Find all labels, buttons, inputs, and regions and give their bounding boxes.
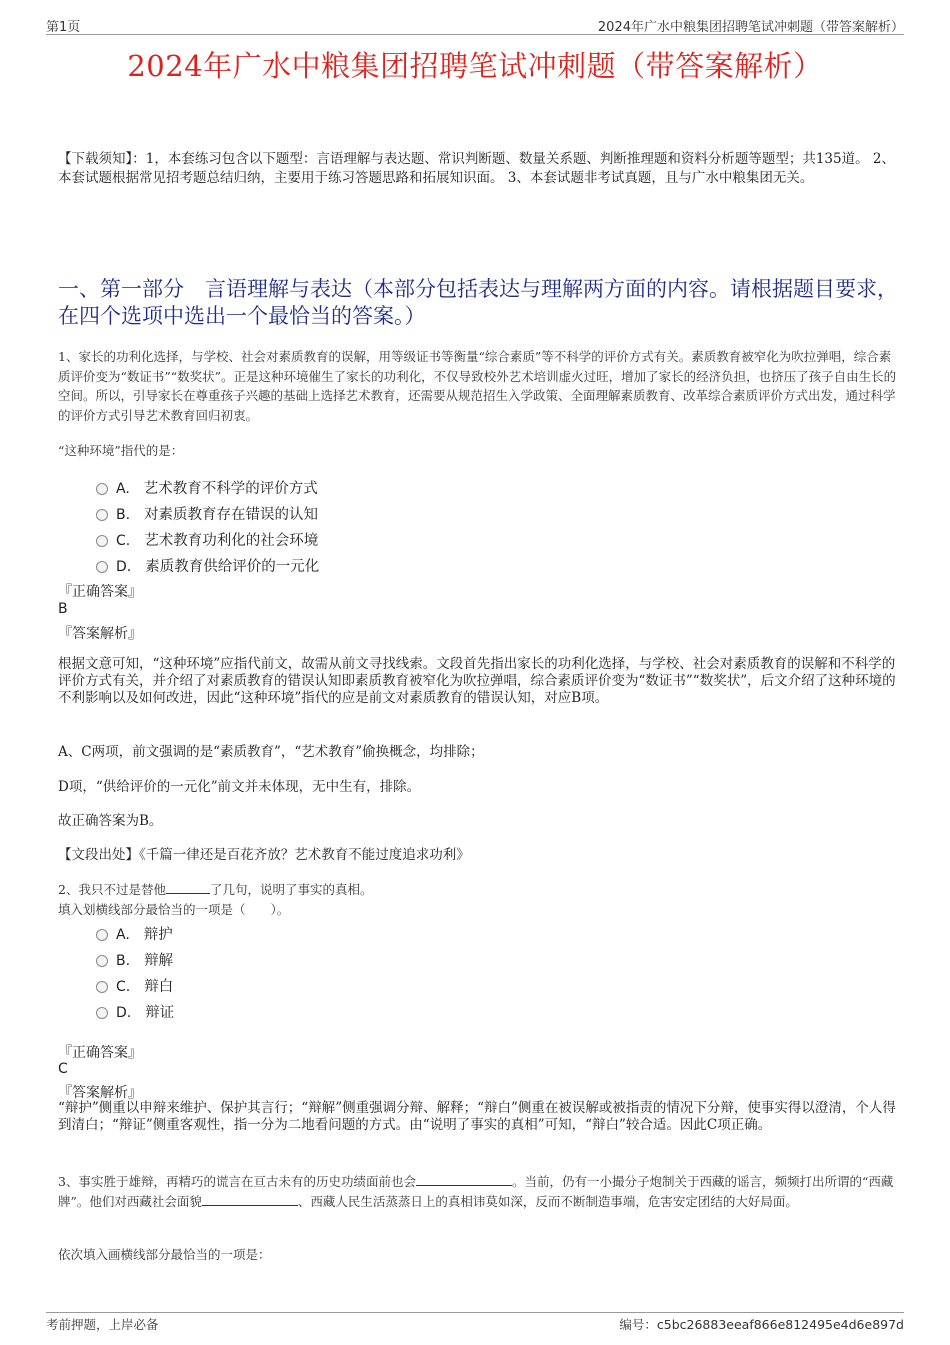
option-key: A. <box>116 927 130 943</box>
option-key: C. <box>116 533 131 549</box>
footer-code-label: 编号： <box>619 1317 657 1332</box>
page-number: 第1页 <box>46 20 81 35</box>
q2-stem-before: 2、我只不过是替他 <box>58 882 166 897</box>
q1-answer-label: 『正确答案』 <box>58 584 142 600</box>
option-text: 素质教育供给评价的一元化 <box>145 559 320 575</box>
footer-code-value: c5bc26883eeaf866e812495e4d6e897d <box>656 1317 904 1332</box>
q1-option-c[interactable] <box>96 529 318 549</box>
q3-stem <box>58 1172 900 1211</box>
q2-answer-label: 『正确答案』 <box>58 1045 142 1061</box>
download-notice: 【下载须知】：1，本套练习包含以下题型：言语理解与表达题、常识判断题、数量关系题、判断推理题和资料分析题等题型；共135道。 2、本套试题根据常见招考题总结归纳，主要用于练习答题思路和拓展知识面。 3、本套试题非考试真题，且与广水中粮集团无关。 <box>58 151 895 186</box>
option-key: D. <box>116 559 132 575</box>
q3-blank-2 <box>202 1193 298 1206</box>
q1-option-a[interactable] <box>96 477 318 497</box>
q3-part2: 。当前，仍有一小撮分子炮制关于西藏的谣言，频频打出所谓的“西藏牌”。他们对西藏社会面貌 <box>58 1174 894 1209</box>
option-text: 艺术教育功利化的社会环境 <box>144 533 319 549</box>
q2-question: 填入划横线部分最恰当的一项是（ ）。 <box>58 902 290 917</box>
radio-icon[interactable] <box>96 955 108 967</box>
radio-icon[interactable] <box>96 483 108 495</box>
q2-option-b[interactable] <box>96 949 173 969</box>
option-key: B. <box>116 507 131 523</box>
footer-slogan: 考前押题，上岸必备 <box>46 1317 159 1332</box>
q1-answer: B <box>58 601 68 617</box>
q1-source: 【文段出处】《千篇一律还是百花齐放？艺术教育不能过度追求功利》 <box>58 847 470 863</box>
q1-option-b[interactable] <box>96 503 318 523</box>
q2-option-a[interactable] <box>96 923 173 943</box>
q2-analysis-label: 『答案解析』 <box>58 1085 142 1101</box>
radio-icon[interactable] <box>96 1007 108 1019</box>
q1-analysis-ac: A、C两项，前文强调的是“素质教育”，“艺术教育”偷换概念，均排除； <box>58 744 484 760</box>
option-text: 辩白 <box>144 979 174 995</box>
q1-analysis-main: 根据文意可知，“这种环境”应指代前文，故需从前文寻找线索。文段首先指出家长的功利化选择，与学校、社会对素质教育的误解和不科学的评价方式有关，并介绍了对素质教育的错误认知即素质教育被窄化为吹拉弹唱，综合素质评价变为“数证书”“数奖状”，后文介绍了这种环境的不利影响以及如何改进，因此“这种环境”指代的应是前文对素质教育的错误认知，对应B项。 <box>58 656 896 706</box>
q2-option-c[interactable] <box>96 975 173 995</box>
q1-analysis-label: 『答案解析』 <box>58 626 142 642</box>
option-key: A. <box>116 481 130 497</box>
option-text: 对素质教育存在错误的认知 <box>144 507 319 523</box>
option-text: 辩护 <box>143 927 173 943</box>
q2-blank <box>166 881 210 894</box>
q3-part3: 、西藏人民生活蒸蒸日上的真相讳莫如深，反而不断制造事端，危害安定团结的大好局面。 <box>297 1193 798 1209</box>
footer-code <box>619 1315 904 1333</box>
q3-question: 依次填入画横线部分最恰当的一项是： <box>58 1247 271 1262</box>
radio-icon[interactable] <box>96 929 108 941</box>
q2-option-d[interactable] <box>96 1001 174 1021</box>
option-key: B. <box>116 953 131 969</box>
q1-analysis-d: D项，“供给评价的一元化”前文并未体现，无中生有，排除。 <box>58 779 421 795</box>
page-footer <box>46 1312 904 1332</box>
section-heading: 一、第一部分 言语理解与表达（本部分包括表达与理解两方面的内容。请根据题目要求，在四个选项中选出一个最恰当的答案。） <box>58 277 898 328</box>
option-key: C. <box>116 979 131 995</box>
page-header <box>46 14 904 35</box>
option-key: D. <box>116 1005 132 1021</box>
radio-icon[interactable] <box>96 535 108 547</box>
q3-part1: 3、事实胜于雄辩，再精巧的谎言在亘古未有的历史功绩面前也会 <box>58 1174 416 1189</box>
radio-icon[interactable] <box>96 509 108 521</box>
header-doc-title: 2024年广水中粮集团招聘笔试冲刺题（带答案解析） <box>597 20 904 35</box>
option-text: 辩解 <box>144 953 174 969</box>
q3-blank-1 <box>416 1173 512 1186</box>
q2-analysis: “辩护”侧重以申辩来维护、保护其言行；“辩解”侧重强调分辩、解释；“辩白”侧重在被误解或被指责的情况下分辩，使事实得以澄清，个人得到清白；“辩证”侧重客观性，指一分为二地看问题的方式。由“说明了事实的真相”可知，“辩白”较合适。因此C项正确。 <box>58 1100 896 1133</box>
q1-analysis-conclusion: 故正确答案为B。 <box>58 813 163 829</box>
q1-stem: 1、家长的功利化选择，与学校、社会对素质教育的误解，用等级证书等衡量“综合素质”等不科学的评价方式有关。素质教育被窄化为吹拉弹唱，综合素质评价变为“数证书”“数奖状”。正是这种环境催生了家长的功利化，不仅导致校外艺术培训虚火过旺，增加了家长的经济负担，也挤压了孩子自由生长的空间。所以，引导家长在尊重孩子兴趣的基础上选择艺术教育，还需要从规范招生入学政策、全面理解素质教育、改革综合素质评价方式出发，通过科学的评价方式引导艺术教育回归初衷。 <box>58 349 897 423</box>
radio-icon[interactable] <box>96 561 108 573</box>
q2-answer: C <box>58 1061 68 1077</box>
q1-option-d[interactable] <box>96 555 319 575</box>
radio-icon[interactable] <box>96 981 108 993</box>
q1-question: “这种环境”指代的是： <box>58 443 184 458</box>
option-text: 辩证 <box>145 1005 175 1021</box>
option-text: 艺术教育不科学的评价方式 <box>143 481 318 497</box>
document-title: 2024年广水中粮集团招聘笔试冲刺题（带答案解析） <box>127 49 823 83</box>
q2-stem <box>58 880 900 900</box>
q2-stem-after: 了几句，说明了事实的真相。 <box>209 882 373 897</box>
